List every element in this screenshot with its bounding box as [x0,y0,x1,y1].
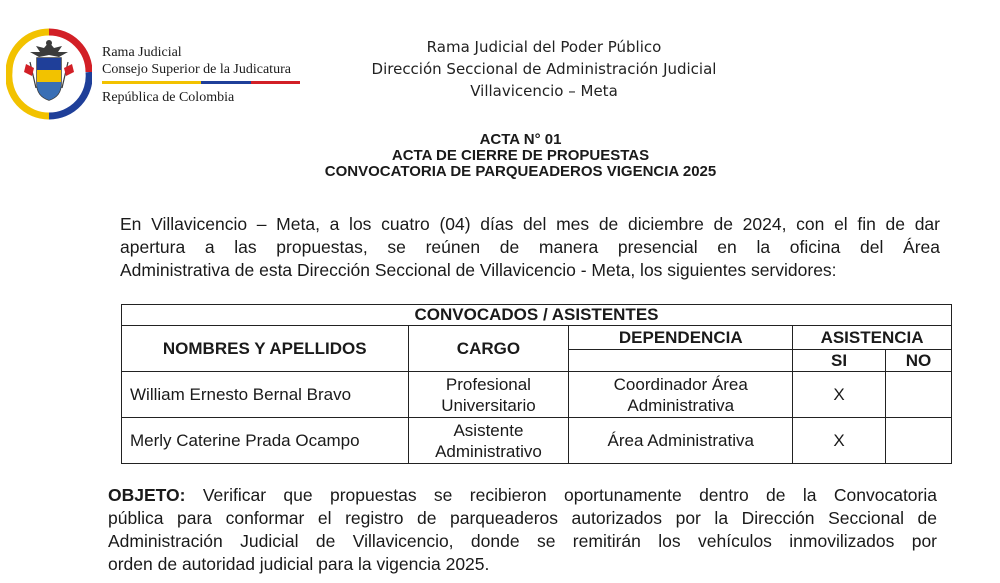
row-dependencia [569,418,793,464]
objeto-label: OBJETO: [108,485,186,505]
row-cargo-line-1: Asistente [453,420,524,440]
attendees-table [121,304,952,464]
header-center-line-2: Dirección Seccional de Administración Judicial [371,60,717,78]
row-cargo-line-2: Administrativo [435,441,542,461]
row-cargo-line-1: Profesional [445,374,531,394]
row-name: Merly Caterine Prada Ocampo [122,418,409,464]
row-no [886,372,952,418]
institution-line-2: Consejo Superior de la Judicatura [102,62,291,77]
document-title [200,132,841,180]
row-dependencia-line-1: Coordinador Área [613,374,748,394]
intro-line-1: En Villavicencio – Meta, a los cuatro (04) días del mes de diciembre de 2024, con el fin de dar [120,214,940,234]
row-dependencia [569,372,793,418]
intro-line-2: apertura a las propuestas, se reúnen de manera presencial en la oficina del Área [120,237,940,257]
intro-paragraph [120,213,940,282]
row-cargo [408,418,569,464]
row-cargo [408,372,569,418]
title-line-1: ACTA N° 01 [479,131,562,148]
header-names: NOMBRES Y APELLIDOS [122,326,409,372]
institution-block [102,44,302,106]
institution-country: República de Colombia [102,90,235,105]
intro-line-3: Administrativa de esta Dirección Seccional de Villavicencio - Meta, los siguientes servidores: [120,260,837,280]
header-dependencia-spacer [569,350,793,372]
title-line-3: CONVOCATORIA DE PARQUEADEROS VIGENCIA 2025 [324,163,717,180]
row-dependencia-line-1: Área Administrativa [607,431,754,450]
row-si: X [793,418,886,464]
objeto-paragraph [108,484,937,576]
header-center [300,36,788,102]
header-no: NO [886,350,952,372]
row-si: X [793,372,886,418]
row-no [886,418,952,464]
header-center-line-1: Rama Judicial del Poder Público [426,38,662,56]
objeto-line-4: orden de autoridad judicial para la vigencia 2025. [108,554,490,574]
table-title: CONVOCADOS / ASISTENTES [122,305,952,326]
title-line-2: ACTA DE CIERRE DE PROPUESTAS [391,147,650,164]
row-cargo-line-2: Universitario [441,395,536,415]
header-cargo: CARGO [408,326,569,372]
institution-line-1: Rama Judicial [102,45,182,60]
header-dependencia: DEPENDENCIA [569,326,793,350]
objeto-line-1 [108,484,937,507]
table-row [122,418,952,464]
flag-color-rule [102,81,300,84]
objeto-line-3: Administración Judicial de Villavicencio, donde se remitirán los vehículos inmovilizados por [108,531,937,551]
objeto-line-2: pública para conformar el registro de parqueaderos autorizados por la Dirección Seccional de [108,508,937,528]
header-asistencia: ASISTENCIA [793,326,952,350]
row-dependencia-line-2: Administrativa [627,395,735,415]
header-si: SI [793,350,886,372]
row-name: William Ernesto Bernal Bravo [122,372,409,418]
objeto-line-1-text: Verificar que propuestas se recibieron oportunamente dentro de la Convocatoria [185,485,937,505]
header-center-line-3: Villavicencio – Meta [470,82,618,100]
table-row [122,372,952,418]
coat-of-arms-logo [6,28,92,120]
